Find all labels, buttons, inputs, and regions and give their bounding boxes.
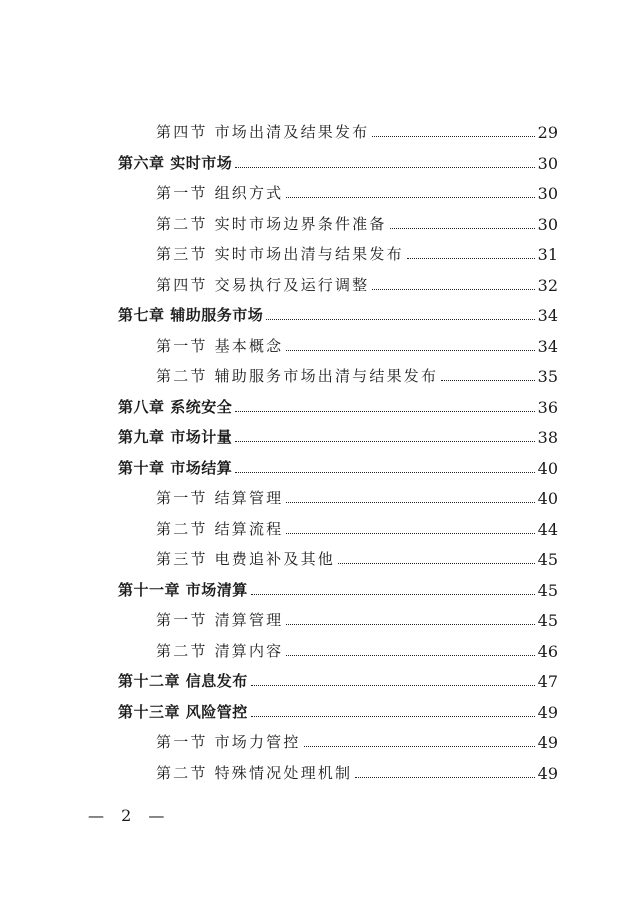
toc-entry-title: 第三节 电费追补及其他 <box>156 550 335 568</box>
toc-entry-page-number: 49 <box>537 763 558 783</box>
toc-chapter-entry <box>0 692 640 722</box>
toc-section-entry <box>0 234 640 264</box>
toc-section-entry <box>0 204 640 234</box>
toc-entry-page-number: 38 <box>537 428 558 447</box>
dot-leader <box>338 563 535 564</box>
toc-chapter-entry <box>0 417 640 447</box>
toc-entry-title: 第八章 系统安全 <box>118 397 233 416</box>
dot-leader <box>235 472 534 473</box>
toc-entry-title: 第二节 实时市场边界条件准备 <box>156 214 387 233</box>
toc-section-entry <box>0 600 640 630</box>
dot-leader <box>407 258 535 259</box>
toc-section-entry <box>0 112 640 142</box>
dot-leader <box>286 350 534 351</box>
toc-section-entry <box>0 753 640 783</box>
toc-section-entry <box>0 509 640 539</box>
dot-leader <box>235 411 534 412</box>
toc-chapter-entry <box>0 143 640 173</box>
dot-leader <box>286 655 534 656</box>
toc-entry-title: 第十三章 风险管控 <box>118 702 248 721</box>
dot-leader <box>251 685 535 686</box>
dot-leader <box>235 441 534 442</box>
dot-leader <box>372 136 534 137</box>
toc-entry-title: 第三节 实时市场出清与结果发布 <box>156 245 404 263</box>
toc-entry-page-number: 44 <box>537 519 558 539</box>
toc-entry-title: 第六章 实时市场 <box>118 153 233 172</box>
dot-leader <box>235 167 534 168</box>
toc-entry-title: 第一节 结算管理 <box>156 489 284 507</box>
toc-section-entry <box>0 173 640 203</box>
toc-entry-title: 第二节 辅助服务市场出清与结果发布 <box>156 367 439 385</box>
toc-section-entry <box>0 722 640 752</box>
toc-chapter-entry <box>0 295 640 325</box>
toc-section-entry <box>0 326 640 356</box>
toc-section-entry <box>0 265 640 295</box>
toc-section-entry <box>0 539 640 569</box>
toc-entry-page-number: 46 <box>537 641 558 661</box>
toc-entry-page-number: 45 <box>537 580 558 600</box>
toc-entry-page-number: 30 <box>537 184 558 203</box>
dot-leader <box>286 197 534 198</box>
dot-leader <box>441 380 534 381</box>
toc-entry-page-number: 40 <box>537 458 558 478</box>
toc-entry-title: 第一节 组织方式 <box>156 184 284 202</box>
toc-entry-page-number: 30 <box>537 153 558 173</box>
toc-entry-page-number: 32 <box>537 275 558 295</box>
toc-section-entry <box>0 356 640 386</box>
toc-section-entry <box>0 631 640 661</box>
dot-leader <box>390 228 535 229</box>
toc-entry-title: 第十二章 信息发布 <box>118 672 248 690</box>
dot-leader <box>251 594 535 595</box>
page-number: — 2 — <box>88 806 171 825</box>
toc-entry-title: 第一节 清算管理 <box>156 611 284 629</box>
toc-entry-title: 第二节 特殊情况处理机制 <box>156 763 353 782</box>
toc-entry-page-number: 36 <box>537 397 558 417</box>
toc-chapter-entry <box>0 570 640 600</box>
dot-leader <box>286 533 534 534</box>
dot-leader <box>372 289 534 290</box>
toc-chapter-entry <box>0 448 640 478</box>
toc-entry-page-number: 45 <box>537 611 558 630</box>
toc-entry-page-number: 47 <box>537 672 558 691</box>
toc-entry-title: 第九章 市场计量 <box>118 428 233 446</box>
toc-chapter-entry <box>0 387 640 417</box>
toc-entry-page-number: 34 <box>537 306 558 325</box>
toc-section-entry <box>0 478 640 508</box>
toc-entry-title: 第十一章 市场清算 <box>118 580 248 599</box>
dot-leader <box>304 746 535 747</box>
toc-entry-page-number: 34 <box>537 336 558 356</box>
toc-entry-title: 第四节 市场出清及结果发布 <box>156 123 370 141</box>
toc-entry-title: 第十章 市场结算 <box>118 458 233 477</box>
toc-entry-page-number: 49 <box>537 702 558 722</box>
toc-entry-title: 第一节 基本概念 <box>156 336 284 355</box>
dot-leader <box>251 716 535 717</box>
toc-chapter-entry <box>0 661 640 691</box>
toc-entry-page-number: 29 <box>537 123 558 142</box>
toc-entry-title: 第一节 市场力管控 <box>156 733 301 751</box>
dot-leader <box>355 777 534 778</box>
toc-entry-title: 第二节 结算流程 <box>156 519 284 538</box>
toc-entry-page-number: 31 <box>537 245 558 264</box>
toc-entry-page-number: 40 <box>537 489 558 508</box>
dot-leader <box>286 502 534 503</box>
dot-leader <box>286 624 534 625</box>
toc-entry-title: 第二节 清算内容 <box>156 641 284 660</box>
dot-leader <box>266 319 534 320</box>
toc-entry-page-number: 30 <box>537 214 558 234</box>
toc-entry-page-number: 35 <box>537 367 558 386</box>
toc-entry-title: 第七章 辅助服务市场 <box>118 306 264 324</box>
toc-entry-page-number: 49 <box>537 733 558 752</box>
toc-entry-title: 第四节 交易执行及运行调整 <box>156 275 370 294</box>
toc-entry-page-number: 45 <box>537 550 558 569</box>
